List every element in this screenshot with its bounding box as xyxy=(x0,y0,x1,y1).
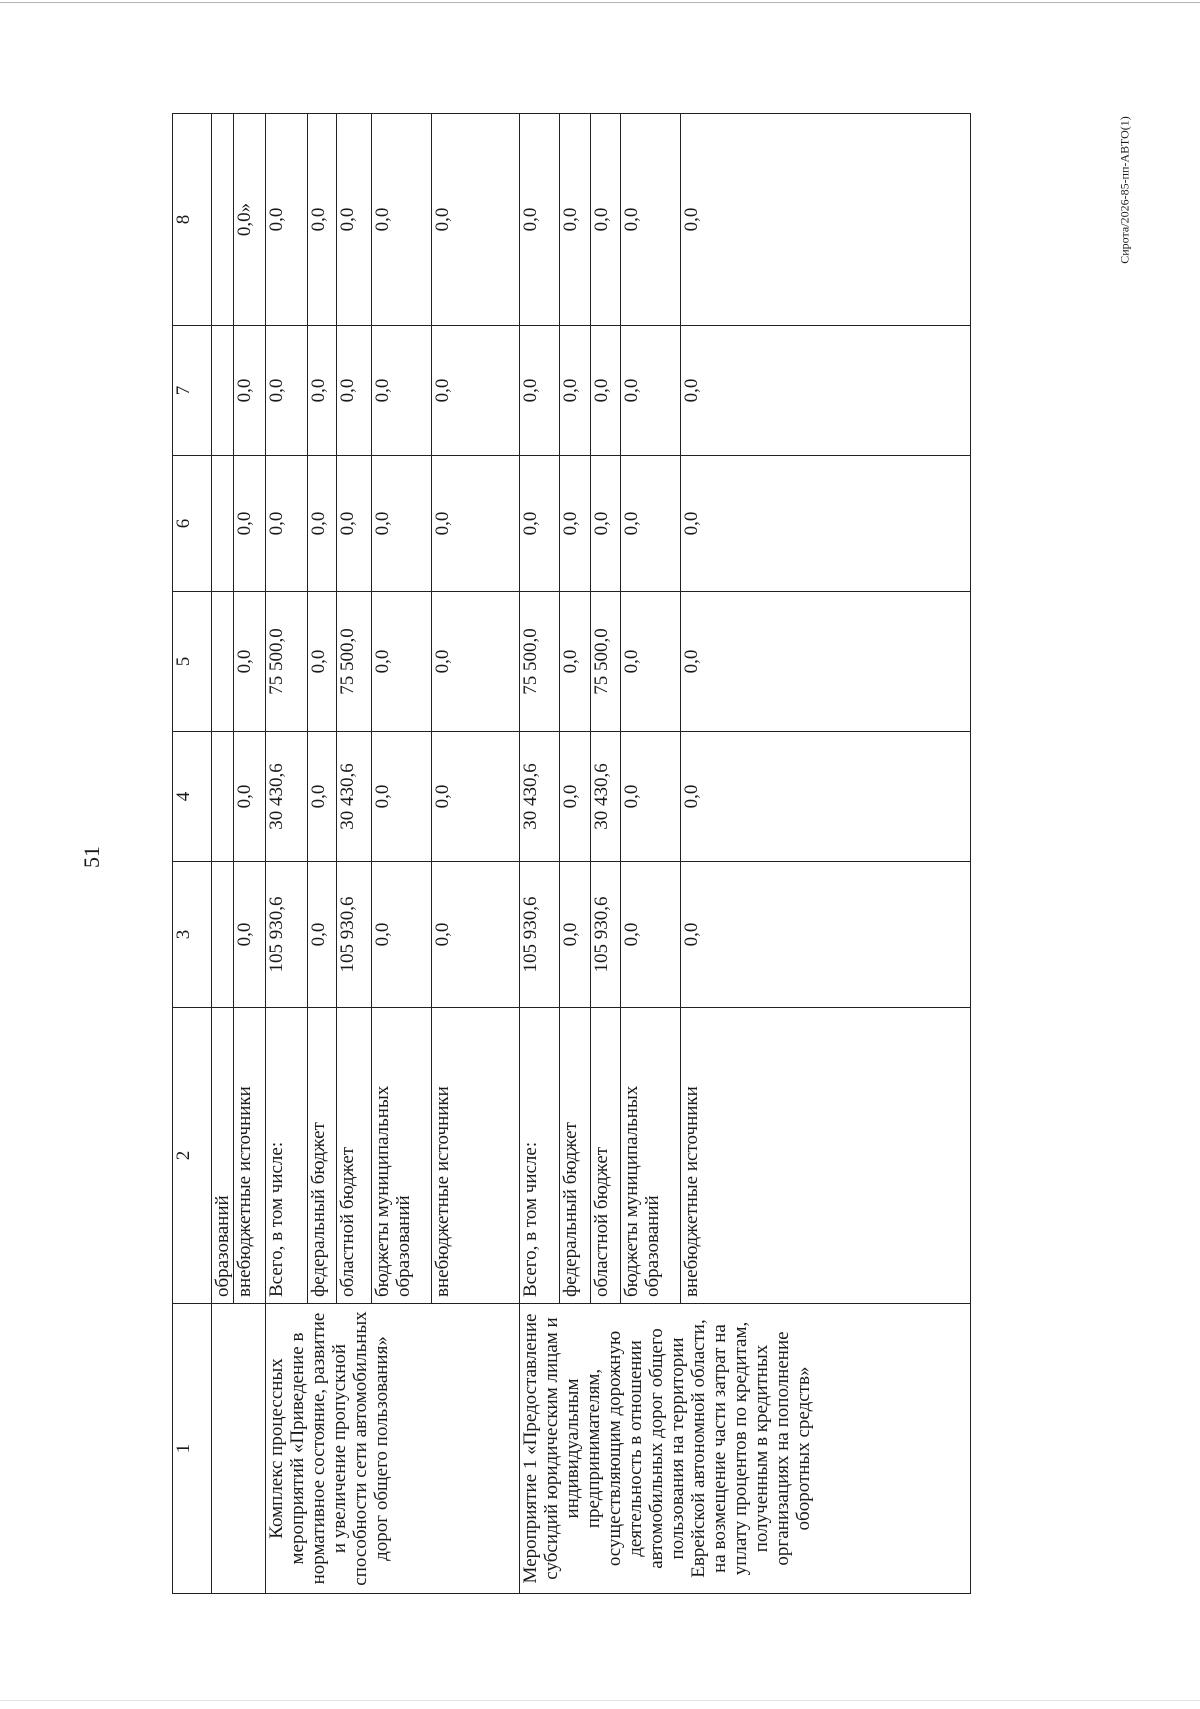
continued-title-cell xyxy=(212,1304,266,1594)
value-cell xyxy=(212,114,234,326)
value-cell: 0,0 xyxy=(681,114,971,326)
header-row xyxy=(173,114,212,1594)
value-cell: 0,0 xyxy=(266,114,308,326)
value-cell: 0,0» xyxy=(234,114,266,326)
value-cell: 75 500,0 xyxy=(266,592,308,732)
value-cell: 0,0 xyxy=(372,592,432,732)
value-cell: 0,0 xyxy=(337,114,372,326)
page-number: 51 xyxy=(79,846,104,868)
funding-source-cell: внебюджетные источники xyxy=(234,1008,266,1304)
value-cell xyxy=(212,862,234,1008)
value-cell: 0,0 xyxy=(681,862,971,1008)
header-cell-8: 8 xyxy=(173,114,212,326)
value-cell: 0,0 xyxy=(234,592,266,732)
value-cell: 0,0 xyxy=(621,114,681,326)
value-cell: 0,0 xyxy=(621,326,681,456)
value-cell: 0,0 xyxy=(621,456,681,592)
value-cell: 105 930,6 xyxy=(591,862,621,1008)
funding-source-cell: Всего, в том числе: xyxy=(520,1008,560,1304)
header-cell-4: 4 xyxy=(173,732,212,862)
value-cell: 0,0 xyxy=(432,326,520,456)
value-cell: 0,0 xyxy=(432,732,520,862)
value-cell: 0,0 xyxy=(621,592,681,732)
value-cell: 0,0 xyxy=(621,862,681,1008)
value-cell xyxy=(212,326,234,456)
value-cell: 0,0 xyxy=(234,862,266,1008)
value-cell: 0,0 xyxy=(681,326,971,456)
value-cell: 0,0 xyxy=(681,592,971,732)
funding-source-cell: образований xyxy=(212,1008,234,1304)
top-edge-line xyxy=(0,2,1200,3)
value-cell: 0,0 xyxy=(432,456,520,592)
value-cell xyxy=(212,732,234,862)
header-cell-3: 3 xyxy=(173,862,212,1008)
value-cell: 0,0 xyxy=(266,326,308,456)
value-cell: 105 930,6 xyxy=(337,862,372,1008)
value-cell: 0,0 xyxy=(308,456,337,592)
value-cell: 0,0 xyxy=(372,326,432,456)
value-cell: 0,0 xyxy=(308,732,337,862)
value-cell: 0,0 xyxy=(560,862,591,1008)
rotated-table-frame xyxy=(172,114,932,1594)
value-cell: 30 430,6 xyxy=(520,732,560,862)
budget-table xyxy=(172,113,971,1594)
value-cell: 0,0 xyxy=(234,456,266,592)
value-cell: 0,0 xyxy=(681,732,971,862)
value-cell: 30 430,6 xyxy=(266,732,308,862)
value-cell: 0,0 xyxy=(372,732,432,862)
funding-source-cell: бюджеты муниципальных образований xyxy=(621,1008,681,1304)
table-row xyxy=(266,114,308,1594)
value-cell xyxy=(212,592,234,732)
funding-source-cell: внебюджетные источники xyxy=(432,1008,520,1304)
value-cell: 30 430,6 xyxy=(591,732,621,862)
value-cell: 0,0 xyxy=(520,326,560,456)
value-cell: 0,0 xyxy=(591,114,621,326)
bottom-edge-line xyxy=(0,1700,1200,1701)
value-cell: 0,0 xyxy=(372,114,432,326)
value-cell: 30 430,6 xyxy=(337,732,372,862)
value-cell: 0,0 xyxy=(560,326,591,456)
value-cell: 0,0 xyxy=(621,732,681,862)
program-title-cell: Комплекс процессных мероприятий «Приведение в нормативное состояние, развитие и увеличение пропускной способности сети автомобильных дорог общего пользования» xyxy=(266,1304,520,1594)
header-cell-6: 6 xyxy=(173,456,212,592)
value-cell: 0,0 xyxy=(520,456,560,592)
value-cell: 0,0 xyxy=(591,326,621,456)
value-cell: 0,0 xyxy=(308,326,337,456)
value-cell: 0,0 xyxy=(432,114,520,326)
funding-source-cell: областной бюджет xyxy=(337,1008,372,1304)
value-cell: 0,0 xyxy=(432,592,520,732)
value-cell: 0,0 xyxy=(432,862,520,1008)
funding-source-cell: внебюджетные источники xyxy=(681,1008,971,1304)
value-cell: 0,0 xyxy=(560,592,591,732)
value-cell: 105 930,6 xyxy=(266,862,308,1008)
value-cell: 0,0 xyxy=(560,732,591,862)
value-cell: 75 500,0 xyxy=(520,592,560,732)
value-cell: 0,0 xyxy=(337,326,372,456)
funding-source-cell: бюджеты муниципальных образований xyxy=(372,1008,432,1304)
table-row-continued-a xyxy=(212,114,234,1594)
value-cell: 75 500,0 xyxy=(337,592,372,732)
header-cell-2: 2 xyxy=(173,1008,212,1304)
header-cell-5: 5 xyxy=(173,592,212,732)
value-cell: 0,0 xyxy=(308,862,337,1008)
value-cell: 0,0 xyxy=(372,456,432,592)
measure-title-cell: Мероприятие 1 «Предоставление субсидий юридическим лицам и индивидуальным предпринимателям, осуществляющим дорожную деятельность в отношении автомобильных дорог общего пользования на территории Еврейской автономной области, на возмещение части затрат на уплату процентов по кредитам, полученным в кредитных организациях на пополнение оборотных средств» xyxy=(520,1304,971,1594)
value-cell: 75 500,0 xyxy=(591,592,621,732)
value-cell: 0,0 xyxy=(560,456,591,592)
value-cell: 0,0 xyxy=(520,114,560,326)
value-cell: 0,0 xyxy=(372,862,432,1008)
document-code: Сирота/2026-85-пп-АВТО(1) xyxy=(1117,116,1132,264)
funding-source-cell: Всего, в том числе: xyxy=(266,1008,308,1304)
value-cell: 0,0 xyxy=(681,456,971,592)
value-cell: 0,0 xyxy=(337,456,372,592)
value-cell: 0,0 xyxy=(591,456,621,592)
value-cell: 0,0 xyxy=(560,114,591,326)
funding-source-cell: федеральный бюджет xyxy=(560,1008,591,1304)
value-cell: 0,0 xyxy=(234,732,266,862)
value-cell: 0,0 xyxy=(308,114,337,326)
table-row xyxy=(520,114,560,1594)
header-cell-7: 7 xyxy=(173,326,212,456)
funding-source-cell: федеральный бюджет xyxy=(308,1008,337,1304)
funding-source-cell: областной бюджет xyxy=(591,1008,621,1304)
value-cell: 0,0 xyxy=(266,456,308,592)
value-cell: 105 930,6 xyxy=(520,862,560,1008)
value-cell: 0,0 xyxy=(234,326,266,456)
header-cell-1: 1 xyxy=(173,1304,212,1594)
value-cell: 0,0 xyxy=(308,592,337,732)
value-cell xyxy=(212,456,234,592)
